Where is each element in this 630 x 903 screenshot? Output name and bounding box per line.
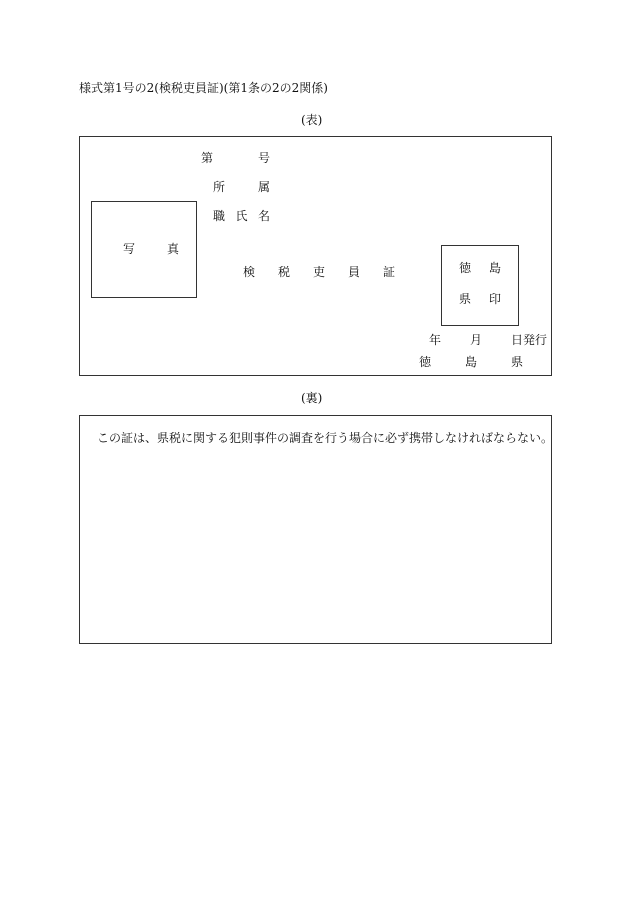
- affiliation-label: 所 属: [213, 180, 270, 194]
- back-notice: この証は、県税に関する犯則事件の調査を行う場合に必ず携帯しなければならない。: [97, 431, 554, 445]
- number-label: 第 号: [201, 151, 270, 165]
- back-card: [79, 415, 552, 644]
- official-seal-box: [441, 245, 519, 326]
- issue-date: 年 月 日発行: [429, 333, 547, 347]
- photo-box: [91, 201, 197, 298]
- back-heading: (裏): [301, 391, 323, 405]
- seal-line-1: 徳 島: [459, 261, 501, 275]
- form-title: 様式第1号の2(検税吏員証)(第1条の2の2関係): [79, 81, 328, 95]
- certificate-title: 検 税 吏 員 証: [243, 265, 395, 279]
- front-card: [79, 136, 552, 376]
- seal-line-2: 県 印: [459, 292, 501, 306]
- photo-label: 写 真: [123, 242, 179, 256]
- position-name-label: 職 氏 名: [213, 209, 270, 223]
- front-heading: (表): [301, 113, 323, 127]
- issuer: 徳 島 県: [419, 355, 523, 369]
